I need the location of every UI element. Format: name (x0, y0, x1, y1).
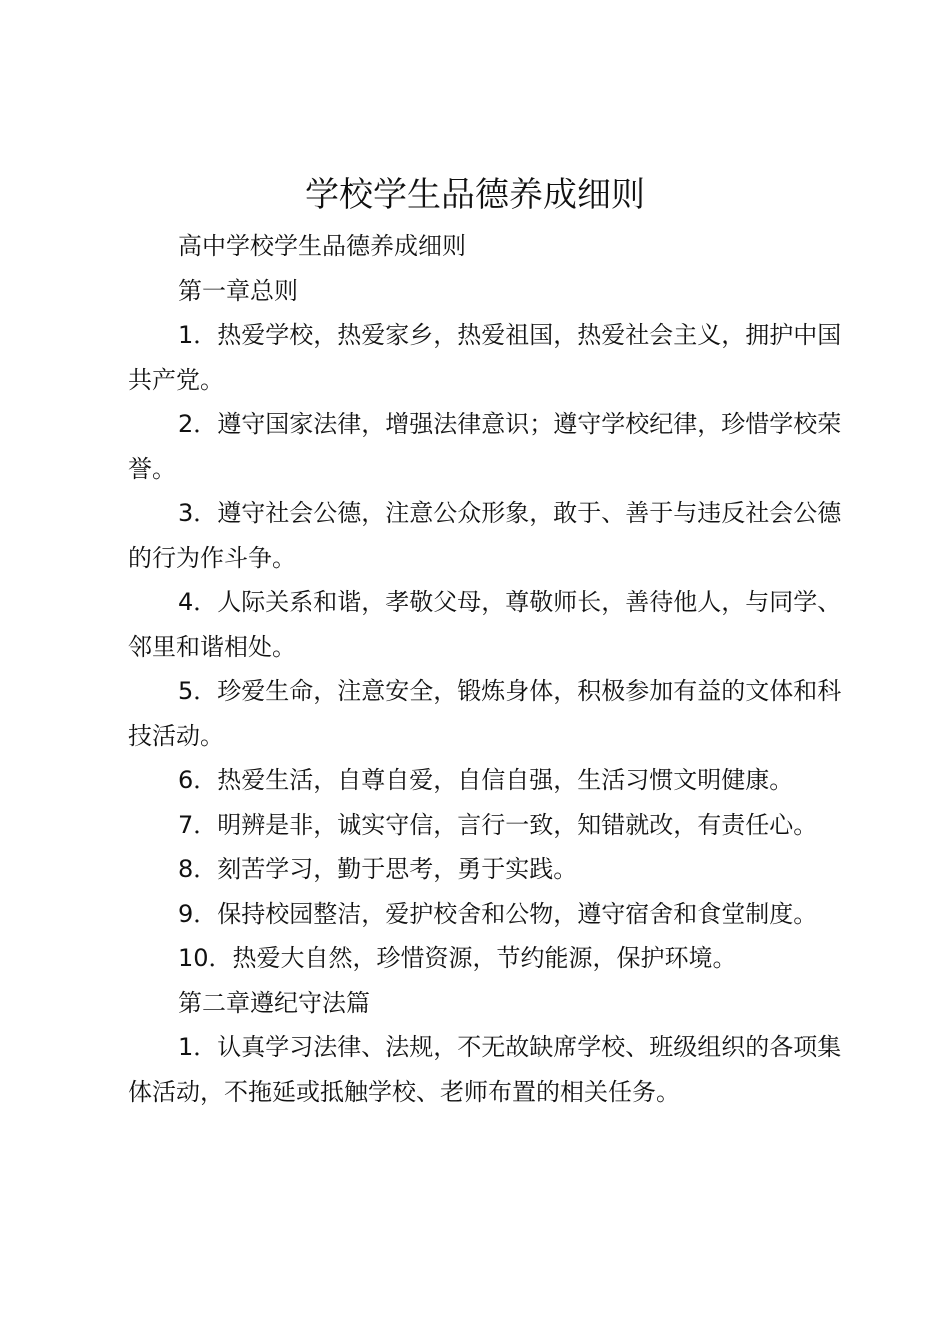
paragraph: 8．刻苦学习，勤于思考，勇于实践。 (178, 855, 578, 883)
paragraph: 9．保持校园整洁，爱护校舍和公物，遵守宿舍和食堂制度。 (178, 899, 818, 928)
subtitle: 高中学校学生品德养成细则 (178, 232, 466, 260)
paragraph: 2．遵守国家法律，增强法律意识；遵守学校纪律，珍惜学校荣誉。 (128, 410, 842, 483)
chapter-heading-2: 第二章遵纪守法篇 (178, 988, 370, 1017)
paragraph: 7．明辨是非，诚实守信，言行一致，知错就改，有责任心。 (178, 810, 818, 839)
paragraph: 3．遵守社会公德，注意公众形象，敢于、善于与违反社会公德的行为作斗争。 (128, 499, 842, 572)
paragraph: 5．珍爱生命，注意安全，锻炼身体，积极参加有益的文体和科技活动。 (128, 677, 842, 750)
paragraph: 1．认真学习法律、法规，不无故缺席学校、班级组织的各项集体活动，不拖延或抵触学校、老师布置的相关任务。 (128, 1033, 842, 1106)
document-body (128, 224, 848, 1114)
chapter-heading-1: 第一章总则 (178, 276, 298, 305)
document-title: 学校学生品德养成细则 (305, 175, 645, 215)
paragraph: 4．人际关系和谐，孝敬父母，尊敬师长，善待他人，与同学、邻里和谐相处。 (128, 588, 842, 661)
paragraph: 10．热爱大自然，珍惜资源，节约能源，保护环境。 (178, 944, 737, 972)
paragraph: 1．热爱学校，热爱家乡，热爱祖国，热爱社会主义，拥护中国共产党。 (128, 321, 842, 394)
paragraph: 6．热爱生活，自尊自爱，自信自强，生活习惯文明健康。 (178, 766, 794, 794)
